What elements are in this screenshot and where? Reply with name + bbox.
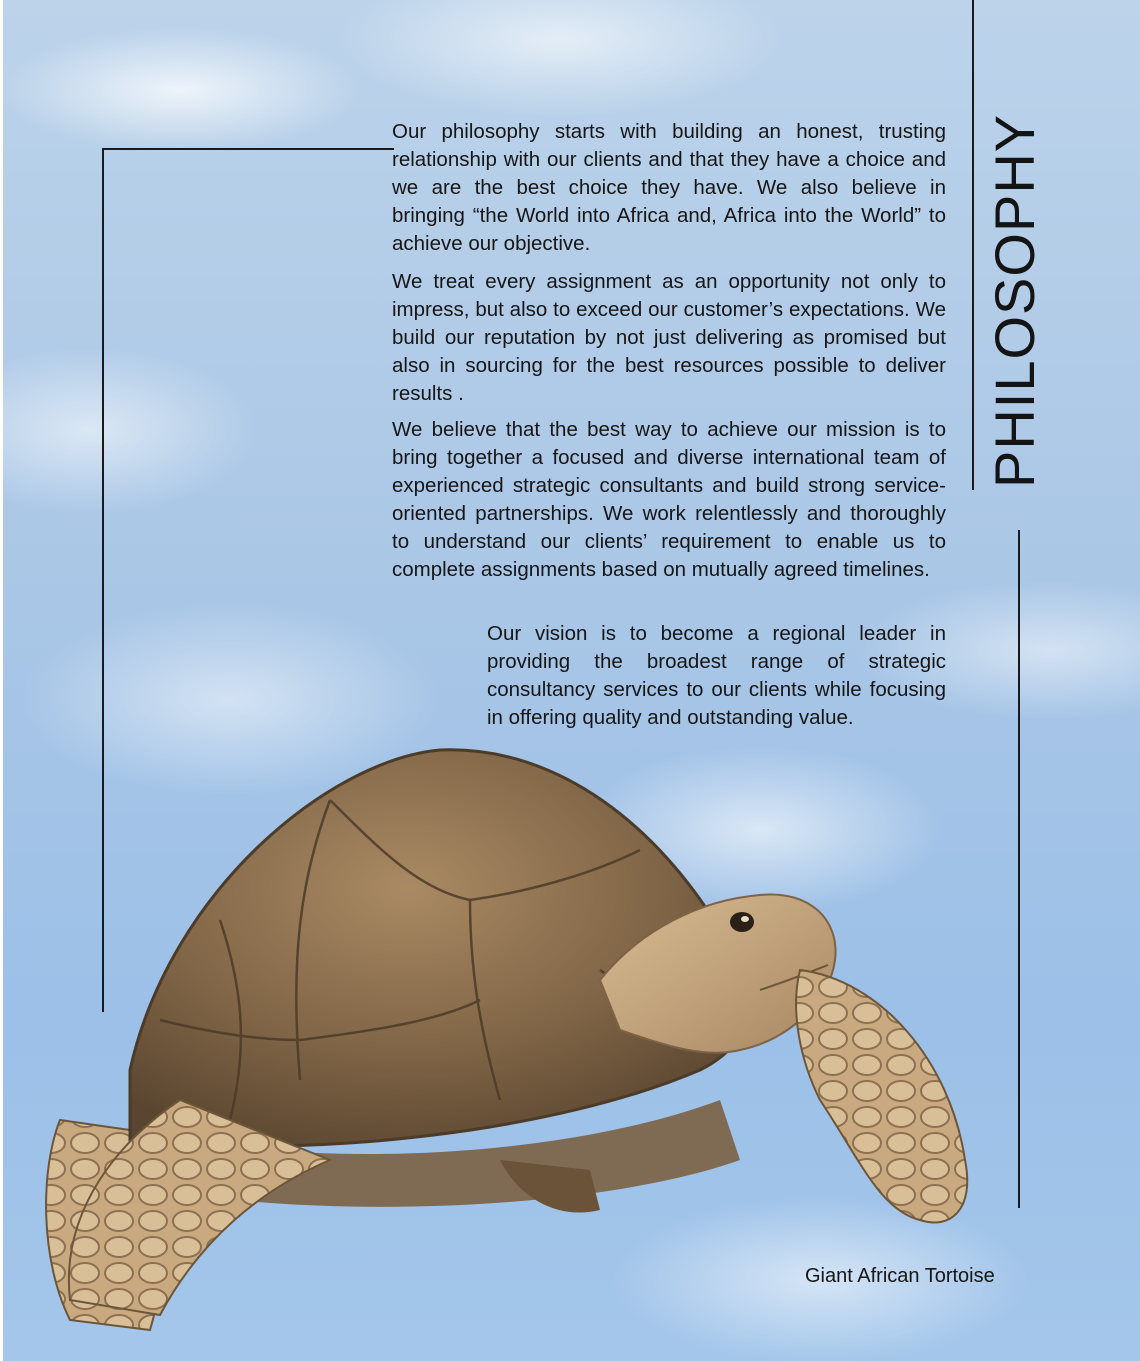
page-title: PHILOSOPHY	[983, 113, 1046, 488]
vision-paragraph: Our vision is to become a regional leader in providing the broadest range of strategic consultancy services to our clients while focusing in offering quality and outstanding value.	[487, 622, 946, 729]
image-caption: Giant African Tortoise	[805, 1265, 995, 1287]
frame-line-right-upper	[972, 0, 974, 490]
mission-paragraph: We believe that the best way to achieve our mission is to bring together a focused and diverse international team of experienced strategic consultants and build strong service-oriented partnerships. We work relentlessly and thoroughly to understand our clients’ requirement to enable us to complete assignments based on mutually agreed timelines.	[392, 418, 946, 581]
frame-line-top	[102, 148, 394, 150]
philosophy-paragraph: Our philosophy starts with building an honest, trusting relationship with our clients and that they have a choice and we are the best choice they have. We also believe in bringing “the World into Africa and, Africa into the World” to achieve our objective.	[392, 120, 946, 255]
commitment-paragraph: We treat every assignment as an opportunity not only to impress, but also to exceed our customer’s expectations. We build our reputation by not just delivering as promised but also in sourcing for the best resources possible to deliver results .	[392, 270, 946, 405]
frame-line-right-lower	[1018, 530, 1020, 1208]
